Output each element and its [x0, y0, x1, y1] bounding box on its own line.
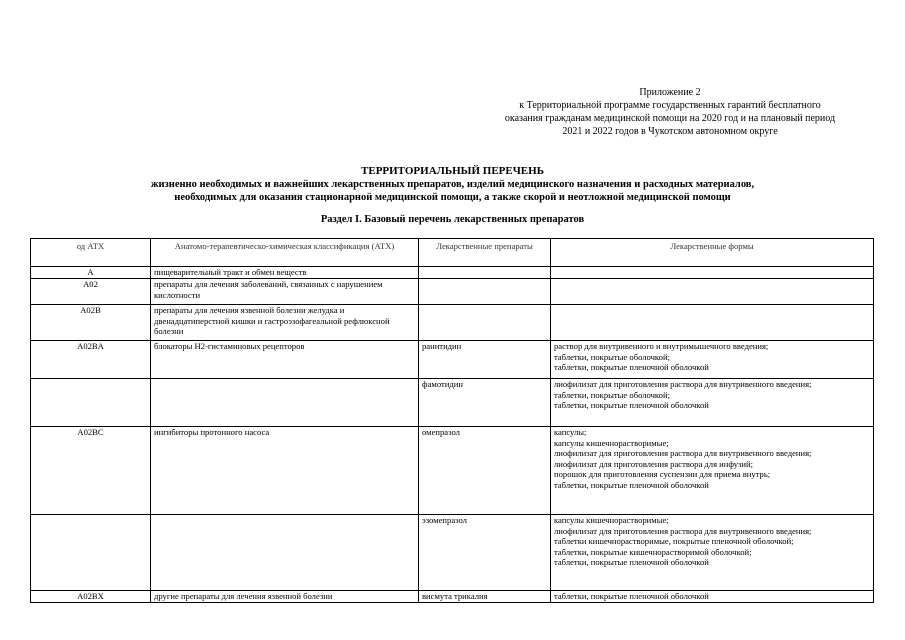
cell-drug: эзомепразол — [419, 515, 551, 591]
cell-atx-code: A02BC — [31, 427, 151, 515]
document-title — [0, 165, 905, 204]
appendix-line: 2021 и 2022 годов в Чукотском автономном округе — [562, 126, 778, 137]
cell-drug: фамотидин — [419, 379, 551, 427]
cell-drug: висмута трикалия — [419, 591, 551, 603]
cell-atx-class: пищеварительный тракт и обмен веществ — [151, 267, 419, 279]
header-forms: Лекарственные формы — [551, 239, 874, 267]
dosage-form: таблетки, покрытые оболочкой; — [554, 389, 670, 400]
dosage-form: таблетки, покрытые пленочной оболочкой — [554, 591, 709, 601]
dosage-form: таблетки, покрытые оболочкой; — [554, 351, 670, 362]
appendix-header — [470, 86, 870, 138]
dosage-form: капсулы кишечнорастворимые; — [554, 515, 669, 525]
cell-atx-code: A02BA — [31, 341, 151, 379]
header-drugs: Лекарственные препараты — [419, 239, 551, 267]
cell-forms — [551, 591, 874, 603]
cell-atx-class: ингибиторы протонного насоса — [151, 427, 419, 515]
dosage-form: таблетки, покрытые пленочной оболочкой — [554, 400, 709, 411]
table-body — [31, 267, 874, 603]
cell-atx-code: А — [31, 267, 151, 279]
title-main: ТЕРРИТОРИАЛЬНЫЙ ПЕРЕЧЕНЬ — [361, 165, 544, 177]
dosage-form: лиофилизат для приготовления раствора для внутривенного введения; — [554, 448, 812, 459]
title-line-2: жизненно необходимых и важнейших лекарственных препаратов, изделий медицинского назначения и расходных материалов, — [150, 179, 755, 190]
header-atx-code: од АТХ — [31, 239, 151, 267]
cell-atx-code: A02 — [31, 279, 151, 305]
cell-forms — [551, 279, 874, 305]
appendix-line: оказания гражданам медицинской помощи на 2020 год и на плановый период — [504, 113, 836, 124]
dosage-form: таблетки, покрытые кишечнорастворимой оболочкой; — [554, 546, 752, 557]
cell-forms — [551, 341, 874, 379]
cell-atx-class: препараты для лечения язвенной болезни желудка и двенадцатиперстной кишки и гастроэзофагеальной рефлюксной болезни — [151, 305, 419, 341]
cell-forms — [551, 379, 874, 427]
appendix-line: к Территориальной программе государственных гарантий бесплатного — [519, 100, 821, 111]
cell-atx-class: блокаторы Н2-гистаминовых рецепторов — [151, 341, 419, 379]
table-row — [31, 267, 874, 279]
table-row — [31, 379, 874, 427]
cell-drug — [419, 305, 551, 341]
cell-atx-code: A02B — [31, 305, 151, 341]
table-row — [31, 427, 874, 515]
dosage-form: лиофилизат для приготовления раствора для внутривенного введения; — [554, 379, 812, 389]
cell-forms — [551, 267, 874, 279]
atx-table — [30, 238, 874, 603]
cell-forms — [551, 515, 874, 591]
cell-atx-class: другие препараты для лечения язвенной болезни — [151, 591, 419, 603]
cell-drug: ранитидин — [419, 341, 551, 379]
dosage-form: лиофилизат для приготовления раствора для инфузий; — [554, 458, 753, 469]
cell-forms — [551, 427, 874, 515]
table-row — [31, 279, 874, 305]
dosage-form: порошок для приготовления суспензии для приема внутрь; — [554, 469, 771, 480]
cell-atx-class — [151, 379, 419, 427]
dosage-form: капсулы кишечнорастворимые; — [554, 437, 669, 448]
header-atx-class: Анатомо-терапевтическо-химическая классификация (АТХ) — [151, 239, 419, 267]
appendix-line: Приложение 2 — [639, 87, 701, 98]
table-row — [31, 341, 874, 379]
table-header-row — [31, 239, 874, 267]
section-heading: Раздел I. Базовый перечень лекарственных препаратов — [320, 214, 585, 225]
table-row — [31, 515, 874, 591]
dosage-form: раствор для внутривенного и внутримышечного введения; — [554, 341, 769, 351]
cell-forms — [551, 305, 874, 341]
cell-drug — [419, 267, 551, 279]
table-row — [31, 591, 874, 603]
dosage-form: таблетки, покрытые пленочной оболочкой — [554, 557, 709, 568]
title-line-3: необходимых для оказания стационарной медицинской помощи, а также скорой и неотложной медицинской помощи — [174, 192, 731, 203]
cell-drug — [419, 279, 551, 305]
table-row — [31, 305, 874, 341]
cell-atx-class: препараты для лечения заболеваний, связанных с нарушением кислотности — [151, 279, 419, 305]
cell-atx-code — [31, 515, 151, 591]
cell-atx-class — [151, 515, 419, 591]
dosage-form: таблетки, покрытые пленочной оболочкой — [554, 479, 709, 490]
cell-drug: омепразол — [419, 427, 551, 515]
dosage-form: таблетки, покрытые пленочной оболочкой — [554, 362, 709, 373]
dosage-form: капсулы; — [554, 427, 587, 437]
cell-atx-code — [31, 379, 151, 427]
cell-atx-code: A02BX — [31, 591, 151, 603]
dosage-form: таблетки кишечнорастворимые, покрытые пленочной оболочкой; — [554, 536, 794, 547]
dosage-form: лиофилизат для приготовления раствора для внутривенного введения; — [554, 525, 812, 536]
